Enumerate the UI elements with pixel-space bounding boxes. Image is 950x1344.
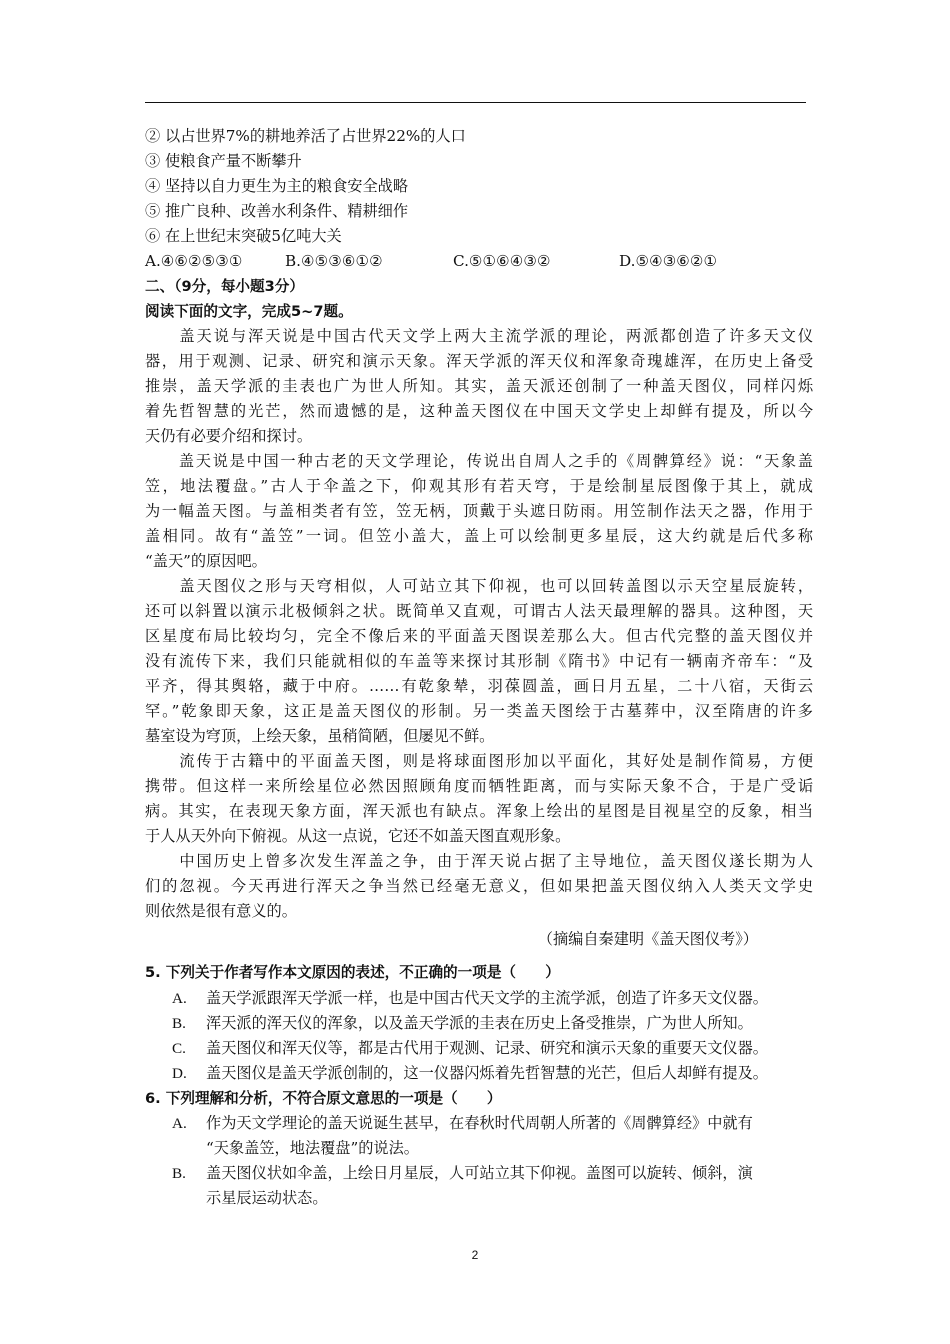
previous-question-items <box>145 124 813 249</box>
text-line: 推崇，盖天学派的圭表也广为世人所知。其实，盖天派还创制了一种盖天图仪，同样闪烁 <box>145 377 813 395</box>
choice-text-continued: 示星辰运动状态。 <box>206 1189 328 1207</box>
text-line: 没有流传下来，我们只能就相似的车盖等来探讨其形制《隋书》中记有一辆南齐帝车：“及 <box>145 652 813 670</box>
choice-text: 盖天图仪状如伞盖，上绘日月星辰，人可站立其下仰视。盖图可以旋转、倾斜，演 <box>206 1164 753 1182</box>
text-line: 笠，地法覆盘。”古人于伞盖之下，仰观其形有若天穹，于是绘制星辰图像于其上，就成 <box>145 477 813 495</box>
text-line: 天仍有必要介绍和探讨。 <box>145 427 313 445</box>
choice-letter: A. <box>172 990 187 1007</box>
choice-text: 浑天派的浑天仪的浑象，以及盖天学派的圭表在历史上备受推崇，广为世人所知。 <box>206 1014 753 1032</box>
question-title: 5. 下列关于作者写作本文原因的表述，不正确的一项是（ ） <box>145 964 560 981</box>
text-line: 墓室设为穹顶，上绘天象，虽稍简陋，但屡见不鲜。 <box>145 727 495 745</box>
question-5 <box>145 960 813 1086</box>
text-line: 罕。”乾象即天象，这正是盖天图仪的形制。另一类盖天图绘于古墓葬中，汉至隋唐的许多 <box>145 702 813 720</box>
passage-paragraph <box>145 449 813 574</box>
text-line: 流传于古籍中的平面盖天图，则是将球面图形加以平面化，其好处是制作简易，方便 <box>145 752 813 770</box>
option-d: D.⑤④③⑥②① <box>619 252 718 270</box>
choice-text: 盖天图仪和浑天仪等，都是古代用于观测、记录、研究和演示天象的重要天文仪器。 <box>206 1039 768 1057</box>
text-line: 携带。但这样一来所绘星位必然因照顾角度而牺牲距离，而与实际天象不合，于是广受诟 <box>145 777 813 795</box>
choice-letter: C. <box>172 1040 186 1057</box>
text-line: 病。其实，在表现天象方面，浑天派也有缺点。浑象上绘出的星图是目视星空的反象，相当 <box>145 802 813 820</box>
choice-a[interactable] <box>145 1111 813 1136</box>
passage-paragraph <box>145 574 813 749</box>
page-number: 2 <box>471 1248 479 1262</box>
choice-b[interactable] <box>145 1161 813 1186</box>
option-c: C.⑤①⑥④③② <box>453 252 551 270</box>
question-title: 6. 下列理解和分析，不符合原文意思的一项是（ ） <box>145 1090 502 1107</box>
passage-paragraph <box>145 324 813 449</box>
choice-text: 盖天学派跟浑天学派一样，也是中国古代天文学的主流学派，创造了许多天文仪器。 <box>206 989 768 1007</box>
choice-d[interactable] <box>145 1061 813 1086</box>
passage-paragraph <box>145 749 813 849</box>
list-item: ⑥ 在上世纪末突破5亿吨大关 <box>145 227 342 245</box>
option-a: A.④⑥②⑤③① <box>145 252 243 270</box>
list-item: ② 以占世界7%的耕地养活了占世界22%的人口 <box>145 127 466 145</box>
question-6 <box>145 1086 813 1211</box>
choice-letter: B. <box>172 1165 186 1182</box>
choice-text: 盖天图仪是盖天学派创制的，这一仪器闪烁着先哲智慧的光芒，但后人却鲜有提及。 <box>206 1064 768 1082</box>
reading-instruction: 阅读下面的文字，完成5~7题。 <box>145 303 353 320</box>
text-line: 们的忽视。今天再进行浑天之争当然已经毫无意义，但如果把盖天图仪纳入人类天文学史 <box>145 877 813 895</box>
choice-text-continued: “天象盖笠，地法覆盘”的说法。 <box>206 1139 419 1157</box>
page-content <box>145 124 813 1211</box>
choice-b[interactable] <box>145 1011 813 1036</box>
text-line: 还可以斜置以演示北极倾斜之状。既简单又直观，可谓古人法天最理解的器具。这种图，天 <box>145 602 813 620</box>
text-line: 盖天图仪之形与天穹相似，人可站立其下仰视，也可以回转盖图以示天空星辰旋转， <box>145 577 813 595</box>
text-line: 区星度布局比较均匀，完全不像后来的平面盖天图误差那么大。但古代完整的盖天图仪并 <box>145 627 813 645</box>
text-line: 盖天说与浑天说是中国古代天文学上两大主流学派的理论，两派都创造了许多天文仪 <box>145 327 813 345</box>
choice-letter: D. <box>172 1065 187 1082</box>
choice-letter: B. <box>172 1015 186 1032</box>
text-line: 为一幅盖天图。与盖相类者有笠，笠无柄，顶戴于头遮日防雨。用笠制作法天之器，作用于 <box>145 502 813 520</box>
section-heading: 二、（9分，每小题3分） <box>145 278 304 295</box>
list-item: ⑤ 推广良种、改善水利条件、精耕细作 <box>145 202 409 220</box>
choice-a[interactable] <box>145 986 813 1011</box>
text-line: 于人从天外向下俯视。从这一点说，它还不如盖天图直观形象。 <box>145 827 571 845</box>
choice-c[interactable] <box>145 1036 813 1061</box>
text-line: 中国历史上曾多次发生浑盖之争，由于浑天说占据了主导地位，盖天图仪遂长期为人 <box>145 852 813 870</box>
choice-letter: A. <box>172 1115 187 1132</box>
list-item: ③ 使粮食产量不断攀升 <box>145 152 302 170</box>
passage <box>145 324 813 954</box>
text-line: 盖相同。故有“盖笠”一词。但笠小盖大，盖上可以绘制更多星辰，这大约就是后代多称 <box>145 527 813 545</box>
text-line: 盖天说是中国一种古老的天文学理论，传说出自周人之手的《周髀算经》说：“天象盖 <box>145 452 813 470</box>
text-line: 平齐，得其舆辂，藏于中府。……有乾象辇，羽葆圆盖，画日月五星，二十八宿，天街云 <box>145 677 813 695</box>
list-item: ④ 坚持以自力更生为主的粮食安全战略 <box>145 177 409 195</box>
option-b: B.④⑤③⑥①② <box>285 252 383 270</box>
text-line: 则依然是很有意义的。 <box>145 902 297 920</box>
text-line: 着先哲智慧的光芒，然而遗憾的是，这种盖天图仪在中国天文学史上却鲜有提及，所以今 <box>145 402 813 420</box>
passage-paragraph <box>145 849 813 924</box>
answer-options <box>145 249 813 274</box>
header-rule <box>145 102 806 103</box>
choice-text: 作为天文学理论的盖天说诞生甚早，在春秋时代周朝人所著的《周髀算经》中就有 <box>206 1114 753 1132</box>
text-line: “盖天”的原因吧。 <box>145 552 267 570</box>
text-line: 器，用于观测、记录、研究和演示天象。浑天学派的浑天仪和浑象奇瑰雄浑，在历史上备受 <box>145 352 813 370</box>
passage-source: （摘编自秦建明《盖天图仪考》） <box>537 930 758 948</box>
